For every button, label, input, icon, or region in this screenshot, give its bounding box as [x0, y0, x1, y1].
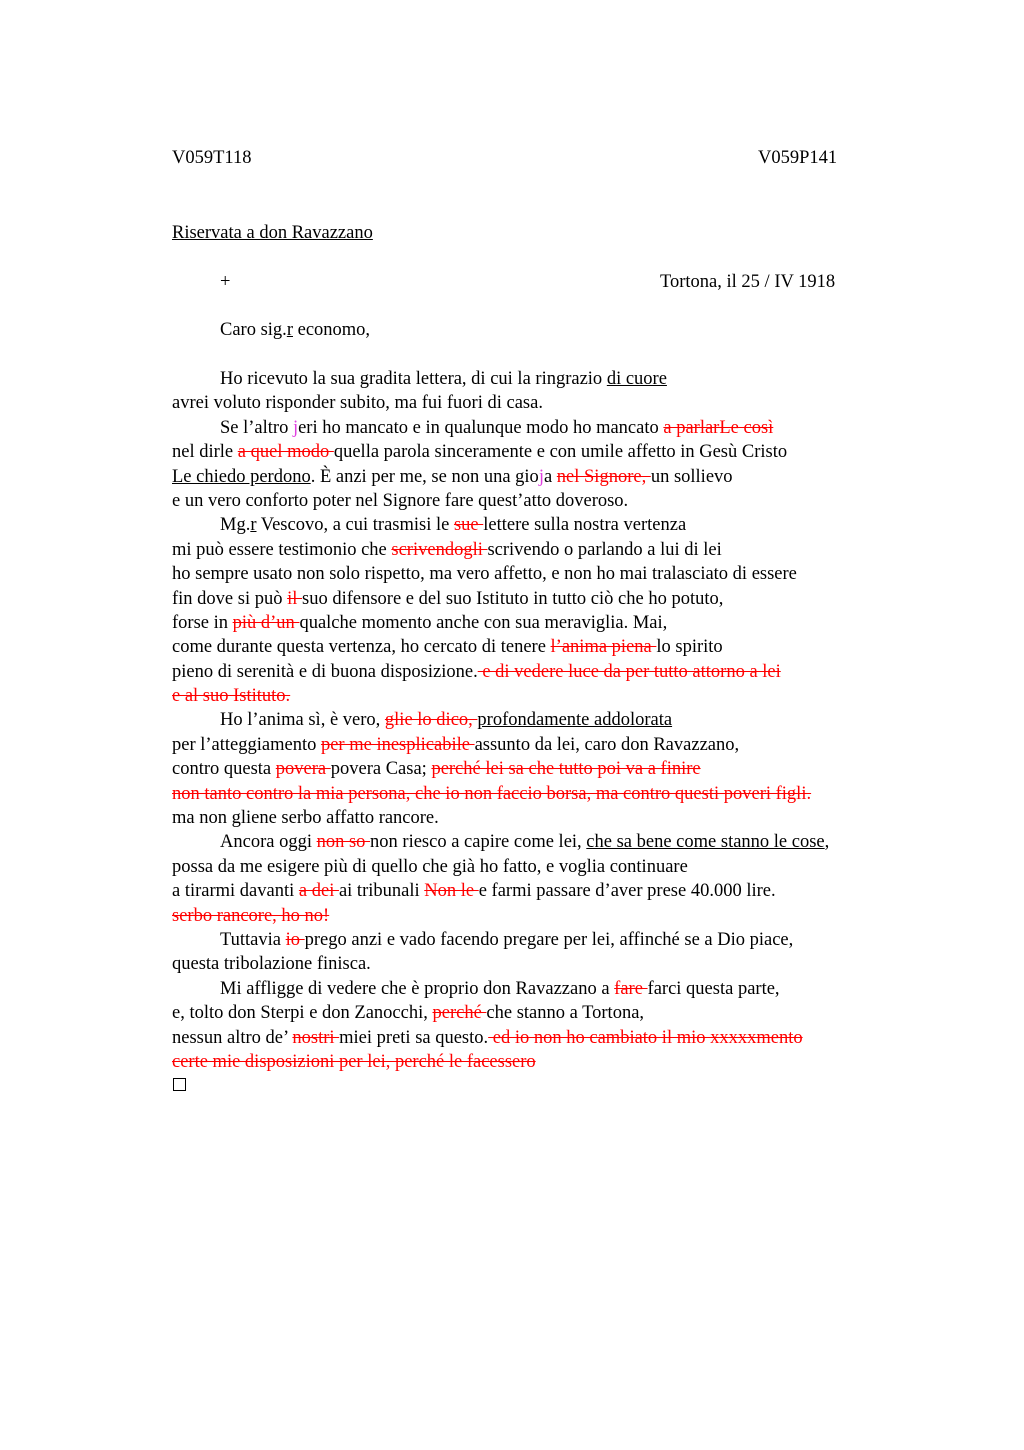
letter-line — [172, 1050, 932, 1074]
letter-line — [172, 562, 932, 586]
line-text: a — [543, 466, 557, 487]
line-deleted-text: Non le — [424, 881, 479, 902]
line-text: e, tolto don Sterpi e don Zanocchi, — [172, 1003, 433, 1024]
line-text: nessun altro de’ — [172, 1027, 293, 1048]
letter-line — [172, 587, 932, 611]
line-text: Se l’altro — [220, 417, 293, 438]
line-text: questa tribolazione finisca. — [172, 954, 371, 975]
line-text: un sollievo — [650, 466, 733, 487]
letter-line — [172, 757, 932, 781]
letter-line — [172, 879, 932, 903]
line-deleted-text: povera — [275, 759, 331, 780]
line-text: non riesco a capire come lei, — [370, 832, 587, 853]
line-text: , — [824, 832, 830, 853]
line-text: ho sempre usato non solo rispetto, ma vero affetto, e non ho mai tralasciato di essere — [172, 564, 797, 585]
letter-line — [172, 635, 932, 659]
salutation-pre: Caro sig. — [220, 320, 287, 340]
line-text: mi può essere testimonio che — [172, 539, 392, 560]
letter-line — [172, 538, 932, 562]
line-text: Ho ricevuto la sua gradita lettera, di cui la ringrazio — [220, 369, 607, 389]
letter-line — [172, 440, 932, 464]
letter-line — [172, 733, 932, 757]
letter-line — [172, 904, 932, 928]
line-corrected-letter: j — [538, 466, 544, 487]
letter-line — [172, 806, 932, 830]
line-underlined-text: che sa bene come stanno le cose — [586, 832, 825, 853]
line-text: a tirarmi davanti — [172, 881, 299, 902]
letter-line — [172, 708, 932, 732]
line-deleted-text: ed io non ho cambiato il mio xxxxxmento — [488, 1027, 803, 1048]
archive-code-left: V059T118 — [172, 148, 252, 168]
line-deleted-text: perché lei sa che tutto poi va a finire — [431, 759, 701, 780]
line-text: miei preti sa questo. — [339, 1027, 489, 1048]
end-square-marker — [173, 1078, 186, 1091]
line-text: contro questa — [172, 759, 276, 780]
line-deleted-text: non so — [316, 832, 371, 853]
line-text: Mi affligge di vedere che è proprio don Ravazzano a — [220, 978, 615, 999]
line-text: possa da me esigere più di quello che già ho fatto, e voglia continuare — [172, 856, 688, 877]
line-deleted-text: io — [285, 929, 305, 950]
line-text: nel dirle — [172, 442, 238, 463]
letter-line — [172, 830, 932, 854]
line-deleted-text: e al suo Istituto. — [172, 686, 291, 707]
line-text: pieno di serenità e di buona disposizione. — [172, 661, 478, 682]
line-text: quella parola sinceramente e con umile affetto in Gesù Cristo — [333, 442, 788, 463]
line-deleted-text: scrivendogli — [391, 539, 488, 560]
line-deleted-text: a dei — [298, 881, 339, 902]
letter-line — [172, 513, 932, 537]
letter-line — [172, 782, 932, 806]
line-text: Tuttavia — [220, 929, 286, 950]
letter-line — [172, 660, 932, 684]
line-deleted-text: e di vedere luce da per tutto attorno a lei — [477, 661, 781, 682]
line-deleted-text: a quel modo — [237, 442, 334, 463]
line-deleted-text: sue — [453, 515, 484, 536]
line-text: avrei voluto risponder subito, ma fui fuori di casa. — [172, 393, 543, 414]
letter-body — [172, 367, 932, 1074]
line-text: prego anzi e vado facendo pregare per lei, affinché se a Dio piace, — [304, 929, 794, 950]
letter-line — [172, 1001, 932, 1025]
line-text: ma non gliene serbo affatto rancore. — [172, 808, 439, 829]
line-text: lo spirito — [656, 637, 723, 658]
line-text: come durante questa vertenza, ho cercato di tenere — [172, 637, 551, 658]
cross-symbol: + — [220, 272, 231, 292]
letter-line — [172, 977, 932, 1001]
letter-line — [172, 367, 932, 391]
letter-heading: Riservata a don Ravazzano — [172, 223, 373, 243]
line-text: . È anzi per me, se non una gio — [310, 466, 539, 487]
letter-line — [172, 391, 932, 415]
letter-line — [172, 611, 932, 635]
line-text: farci questa parte, — [647, 978, 780, 999]
line-text: suo difensore e del suo Istituto in tutto ciò che ho potuto, — [302, 588, 724, 609]
letter-line — [172, 416, 932, 440]
line-text: ai tribunali — [338, 881, 425, 902]
line-deleted-text: a parlarLe così — [663, 417, 774, 438]
salutation-superscript: r — [286, 320, 293, 340]
place-date: Tortona, il 25 / IV 1918 — [660, 272, 836, 292]
letter-line — [172, 684, 932, 708]
line-text: lettere sulla nostra vertenza — [483, 515, 687, 536]
archive-code-right: V059P141 — [758, 148, 838, 168]
line-deleted-text: glie lo dico, — [384, 710, 478, 731]
line-text: scrivendo o parlando a lui di lei — [487, 539, 722, 560]
line-underlined-text: r — [250, 515, 257, 536]
line-text: e un vero conforto poter nel Signore fare quest’atto doveroso. — [172, 490, 629, 511]
salutation-post: economo, — [292, 320, 371, 340]
line-text: per l’atteggiamento — [172, 734, 321, 755]
letter-line — [172, 855, 932, 879]
line-underlined-text: di cuore — [606, 369, 667, 389]
line-deleted-text: il — [287, 588, 303, 609]
line-corrected-letter: j — [292, 417, 299, 438]
line-text: qualche momento anche con sua meraviglia. Mai, — [299, 612, 668, 633]
line-text: assunto da lei, caro don Ravazzano, — [474, 734, 740, 755]
line-underlined-text: Le chiedo perdono — [172, 466, 311, 487]
line-deleted-text: l’anima piena — [550, 637, 657, 658]
line-text: che stanno a Tortona, — [486, 1003, 645, 1024]
line-deleted-text: non tanto contro la mia persona, che io non faccio borsa, ma contro questi poveri figli. — [172, 783, 812, 804]
line-deleted-text: nel Signore, — [556, 466, 651, 487]
line-deleted-text: fare — [614, 978, 648, 999]
line-text: Ancora oggi — [220, 832, 317, 853]
letter-line — [172, 465, 932, 489]
line-text: povera Casa; — [330, 759, 432, 780]
letter-line — [172, 1026, 932, 1050]
letter-line — [172, 952, 932, 976]
line-deleted-text: più d’un — [232, 612, 300, 633]
line-text: forse in — [172, 612, 233, 633]
line-deleted-text: per me inesplicabile — [320, 734, 475, 755]
line-text: fin dove si può — [172, 588, 288, 609]
letter-line — [172, 489, 932, 513]
letter-line — [172, 928, 932, 952]
line-deleted-text: serbo rancore, ho no! — [172, 905, 330, 926]
line-deleted-text: certe mie disposizioni per lei, perché le facessero — [172, 1051, 536, 1072]
line-text: Vescovo, a cui trasmisi le — [256, 515, 454, 536]
line-text: Ho l’anima sì, è vero, — [220, 710, 385, 731]
line-text: e farmi passare d’aver prese 40.000 lire. — [478, 881, 776, 902]
salutation — [220, 318, 370, 342]
line-text: Mg. — [220, 515, 251, 536]
line-underlined-text: profondamente addolorata — [477, 710, 673, 731]
line-deleted-text: perché — [432, 1003, 487, 1024]
line-text: eri ho mancato e in qualunque modo ho mancato — [298, 417, 664, 438]
line-deleted-text: nostri — [292, 1027, 340, 1048]
